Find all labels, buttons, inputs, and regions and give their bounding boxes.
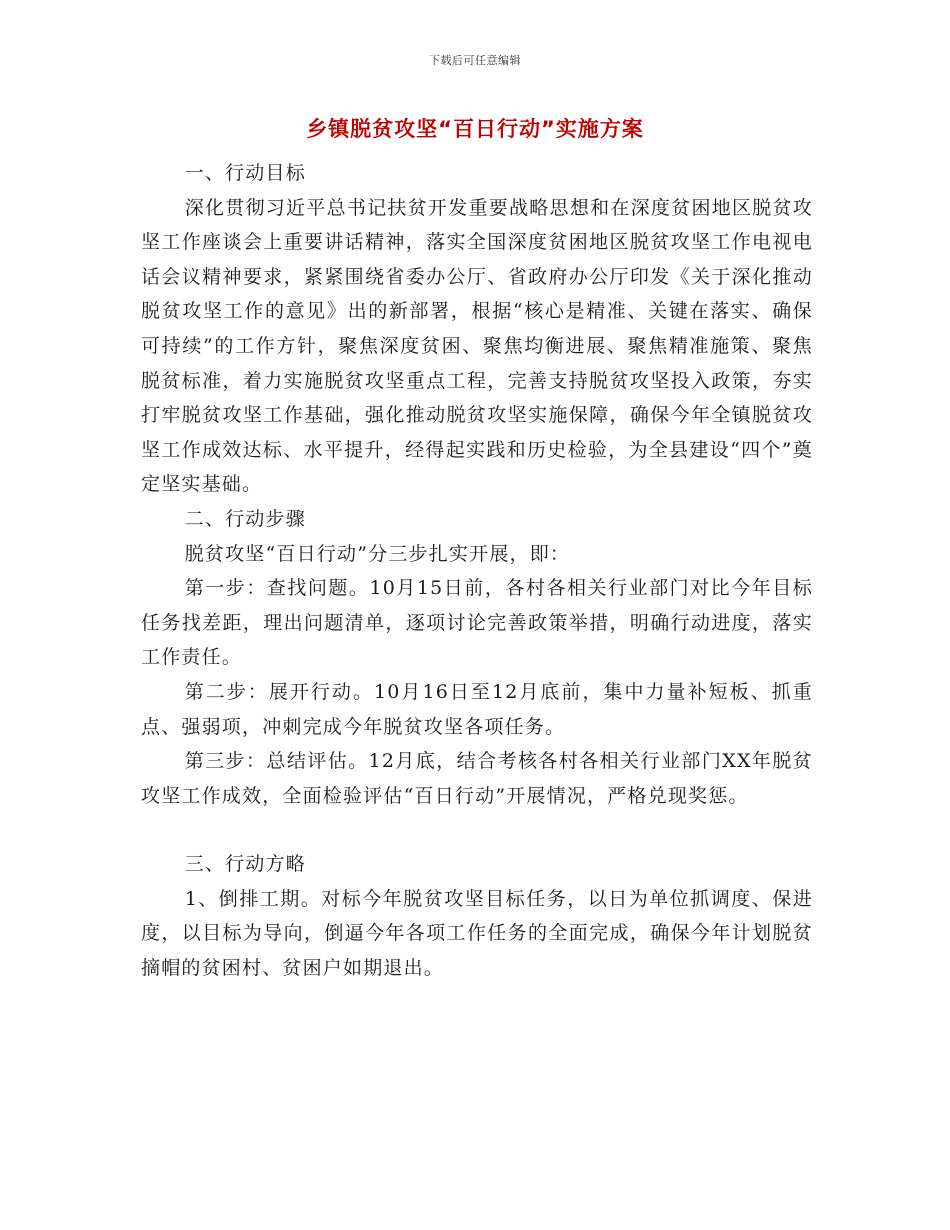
paragraph-goals: 深化贯彻习近平总书记扶贫开发重要战略思想和在深度贫困地区脱贫攻坚工作座谈会上重要讲话精神，落实全国深度贫困地区脱贫攻坚工作电视电话会议精神要求，紧紧围绕省委办公厅、省政府办公厅印发《关于深化推动脱贫攻坚工作的意见》出的新部署，根据“核心是精准、关键在落实、确保可持续”的工作方针，聚焦深度贫困、聚焦均衡进展、聚焦精准施策、聚焦脱贫标准，着力实施脱贫攻坚重点工程，完善支持脱贫攻坚投入政策，夯实打牢脱贫攻坚工作基础，强化推动脱贫攻坚实施保障，确保今年全镇脱贫攻坚工作成效达标、水平提升，经得起实践和历史检验，为全县建设“四个”奠定坚实基础。 — [141, 196, 813, 496]
section-heading-steps: 二、行动步骤 — [184, 507, 306, 530]
paragraph-step-3: 第三步：总结评估。12月底，结合考核各村各相关行业部门XX年脱贫攻坚工作成效，全面检验评估“百日行动”开展情况，严格兑现奖惩。 — [141, 750, 813, 807]
paragraph-strategy-1: 1、倒排工期。对标今年脱贫攻坚目标任务，以日为单位抓调度、保进度，以目标为导向，倒逼今年各项工作任务的全面完成，确保今年计划脱贫摘帽的贫困村、贫困户如期退出。 — [141, 887, 813, 980]
paragraph-steps-intro: 脱贫攻坚“百日行动”分三步扎实开展，即： — [184, 542, 571, 565]
document-body — [141, 156, 813, 986]
paragraph-step-1: 第一步：查找问题。10月15日前，各村各相关行业部门对比今年目标任务找差距，理出问题清单，逐项讨论完善政策举措，明确行动进度，落实工作责任。 — [141, 577, 813, 669]
section-heading-goals: 一、行动目标 — [184, 162, 306, 184]
section-heading-strategy: 三、行动方略 — [184, 853, 306, 876]
header-note: 下载后可任意编辑 — [429, 54, 521, 67]
paragraph-step-2: 第二步：展开行动。10月16日至12月底前，集中力量补短板、抓重点、强弱项，冲刺完成今年脱贫攻坚各项任务。 — [141, 680, 813, 738]
document-title: 乡镇脱贫攻坚“百日行动”实施方案 — [306, 117, 644, 141]
